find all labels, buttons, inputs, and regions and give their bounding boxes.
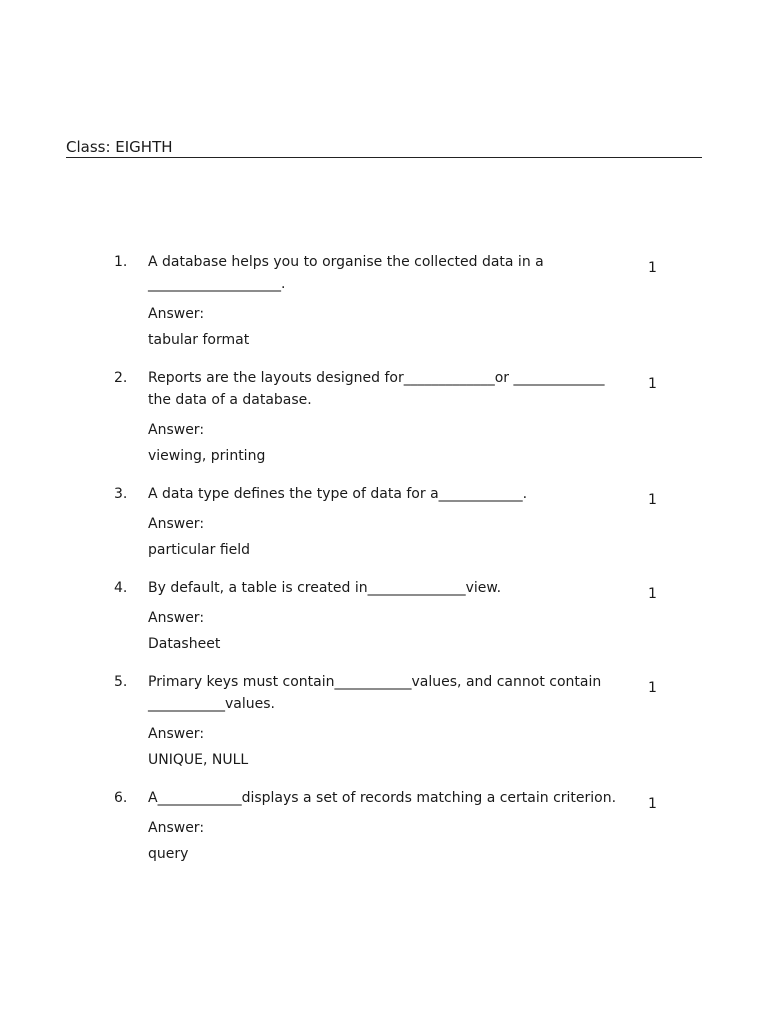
question-marks: 1 <box>648 586 657 602</box>
answer-value: Datasheet <box>148 636 221 652</box>
question-marks: 1 <box>648 796 657 812</box>
question-text <box>148 577 616 599</box>
question-text-line-2: the data of a database. <box>148 392 312 408</box>
answer-label: Answer: <box>148 516 205 532</box>
question-text-line-1: Reports are the layouts designed for_____________or _____________ <box>148 370 605 386</box>
question-text-line-2: ___________________. <box>148 276 286 292</box>
answer-value: query <box>148 846 189 862</box>
question-number: 3. <box>114 486 128 502</box>
question-number: 2. <box>114 370 128 386</box>
question-text <box>148 787 616 809</box>
question-number: 6. <box>114 790 128 806</box>
answer-value: UNIQUE, NULL <box>148 752 249 768</box>
answer-label: Answer: <box>148 820 205 836</box>
question-text <box>148 251 616 295</box>
question-text <box>148 483 616 505</box>
answer-value: viewing, printing <box>148 448 266 464</box>
answer-label: Answer: <box>148 610 205 626</box>
question-text-line-1: A____________displays a set of records matching a certain criterion. <box>148 790 617 806</box>
question-number: 5. <box>114 674 128 690</box>
question-text <box>148 671 616 715</box>
class-header <box>66 138 702 158</box>
question-marks: 1 <box>648 260 657 276</box>
answer-value: tabular format <box>148 332 250 348</box>
question-marks: 1 <box>648 680 657 696</box>
question-marks: 1 <box>648 492 657 508</box>
answer-value: particular field <box>148 542 251 558</box>
question-text-line-1: A database helps you to organise the collected data in a <box>148 254 544 270</box>
answer-label: Answer: <box>148 306 205 322</box>
class-label: Class: EIGHTH <box>66 138 173 156</box>
question-number: 1. <box>114 254 128 270</box>
question-text-line-1: By default, a table is created in______________view. <box>148 580 502 596</box>
answer-label: Answer: <box>148 422 205 438</box>
question-number: 4. <box>114 580 128 596</box>
question-text <box>148 367 616 411</box>
question-text-line-1: Primary keys must contain___________values, and cannot contain <box>148 674 602 690</box>
answer-label: Answer: <box>148 726 205 742</box>
question-text-line-2: ___________values. <box>148 696 275 712</box>
question-text-line-1: A data type defines the type of data for a____________. <box>148 486 528 502</box>
question-marks: 1 <box>648 376 657 392</box>
